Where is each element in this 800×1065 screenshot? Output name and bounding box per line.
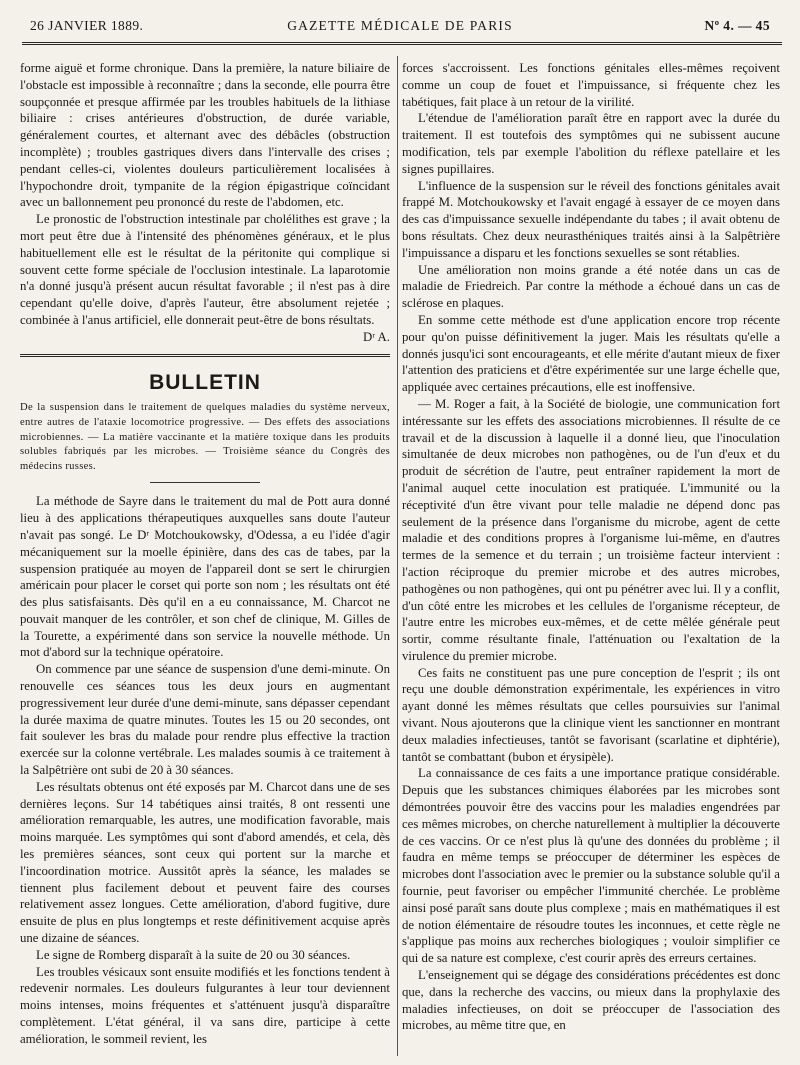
page-header xyxy=(30,14,770,40)
short-rule xyxy=(150,482,260,483)
paragraph: forces s'accroissent. Les fonctions génitales elles-mêmes reçoivent comme un coup de fouet et l'impuissance, si fréquente chez les tabétiques, fait place à un retour de la virilité. xyxy=(402,61,780,109)
paragraph: L'étendue de l'amélioration paraît être en rapport avec la durée du traitement. Il est toutefois des symptômes qui ne subissent aucune modification, tels par exemple l'abolition du réflexe patellaire et les signes pupillaires. xyxy=(402,111,780,176)
right-column xyxy=(402,60,780,1055)
paragraph: — M. Roger a fait, à la Société de biologie, une communication fort intéressante sur les effets des associations microbiennes. Il résulte de ce travail et de la discussion à laquelle il a donné lieu, que l'inoculation simultanée de deux microbes non pathogènes, ou de l'un d'eux et du produit de sécrétion de l'autre, peut entraîner rapidement la mort de l'animal auquel cette inoculation est pratiquée. L'immunité ou la réceptivité d'un être vivant pour telle maladie ne dépend donc pas seulement de la présence dans l'organisme du microbe, agent de cette maladie et des conditions propres à l'organisme lui-même, en d'autres termes de la semence et du terrain ; un troisième facteur intervient : l'action réciproque du premier microbe et des autres microbes, pathogènes ou non pathogènes, qui ont pu pénétrer avec lui. Il y a conflit, d'un côté entre les microbes et les cellules de l'organisme récepteur, de l'autre entre les microbes eux-mêmes, et de cette mêlée générale peut sortir, comme résultante finale, l'atténuation ou l'exaltation de la virulence du premier microbe. xyxy=(402,396,780,663)
column-divider xyxy=(397,56,398,1056)
header-issue-number: Nº 4. — 45 xyxy=(704,18,770,33)
header-title: GAZETTE MÉDICALE DE PARIS xyxy=(287,18,513,33)
paragraph: En somme cette méthode est d'une application encore trop récente pour qu'on puisse définitivement la juger. Mais les résultats qu'elle a donnés jusqu'ici sont encourageants, et elle mérite d'autant mieux de fixer l'attention des praticiens et d'être expérimentée sur une large échelle que, appliquée avec certaines précautions, elle est inoffensive. xyxy=(402,312,780,395)
section-heading: BULLETIN xyxy=(149,370,261,394)
paragraph: La méthode de Sayre dans le traitement du mal de Pott aura donné lieu à des applications thérapeutiques auxquelles sans doute l'auteur n'avait pas songé. Le Dʳ Motchoukowsky, d'Odessa, a eu l'idée d'agir mécaniquement sur la moelle épinière, dans des cas de tabes, par la suspension pratiquée au moyen de l'appareil dont se sert le chirurgien américain pour placer le corset qui porte son nom ; les résultats ont été des plus satisfaisants. Dès qu'il en a eu connaissance, M. Charcot ne pouvait manquer de les contrôler, et son chef de clinique, M. Gilles de la Tourette, a expérimenté dans son service la nouvelle méthode. Un mot d'abord sur la technique opératoire. xyxy=(20,494,390,660)
paragraph: Le signe de Romberg disparaît à la suite de 20 ou 30 séances. xyxy=(36,947,351,962)
summary-text: De la suspension dans le traitement de quelques maladies du système nerveux, entre autres de l'ataxie locomotrice progressive. — Des effets des associations microbiennes. — La matière vaccinante et la matière toxique dans les produits solubles fabriqués par les microbes. — Troisième séance du Congrès des médecins russes. xyxy=(20,402,390,472)
paragraph: Le pronostic de l'obstruction intestinale par cholélithes est grave ; la mort peut être due à l'intensité des phénomènes généraux, et le plus habituellement elle est le résultat de la péritonite qui complique si souvent cette forme spéciale de l'occlusion intestinale. La laparotomie n'a donné jusqu'à présent aucun résultat favorable ; il n'est pas à dire cependant qu'elle doive, d'après l'auteur, être absolument rejetée ; combinée à l'anus artificiel, elle donnerait peut-être de bons résultats. xyxy=(20,212,390,327)
header-date: 26 JANVIER 1889. xyxy=(30,18,144,33)
paragraph: Une amélioration non moins grande a été notée dans un cas de maladie de Friedreich. Par contre la méthode a échoué dans un cas de sclérose en plaques. xyxy=(402,262,780,311)
header-rule xyxy=(22,42,782,45)
paragraph: forme aiguë et forme chronique. Dans la première, la nature biliaire de l'obstacle est impossible à reconnaître ; dans la seconde, elle pourra être soupçonnée et presque affirmée par les troubles habituels de la lithiase biliaire : crises antérieures d'obstruction, de durée variable, généralement courtes, et alternant avec des débâcles (obstruction incomplète) ; troubles gastriques divers dans l'intervalle des crises ; pendant celles-ci, violentes douleurs particulièrement localisées à l'hypochondre droit, tympanite de la région épigastrique coïncidant avec un ballonnement peu prononcé du reste de l'abdomen, etc. xyxy=(20,61,390,210)
author-signature: Dʳ A. xyxy=(363,329,390,344)
section-summary xyxy=(20,401,390,474)
section-separator xyxy=(20,354,390,357)
paragraph: On commence par une séance de suspension d'une demi-minute. On renouvelle ces séances tous les deux jours en augmentant progressivement leur durée d'une demi-minute, sans dépasser cependant la durée maxima de quatre minutes. Toutes les 15 ou 20 secondes, ont fait soulever les bras du malade pour rendre plus effective la traction exercée sur la colonne vertébrale. Les malades soumis à ce traitement à la Salpêtrière ont subi de 20 à 30 séances. xyxy=(20,662,390,778)
paragraph: Ces faits ne constituent pas une pure conception de l'esprit ; ils ont reçu une double démonstration expérimentale, les expériences in vitro ayant donné les mêmes résultats que celles poursuivies sur l'animal vivant. Nous ajouterons que la clinique vient les sanctionner en montrant deux maladies infectieuses, tantôt se favorisant (scarlatine et diphtérie), tantôt se combattant (bubon et érysipèle). xyxy=(402,665,780,764)
paragraph: L'enseignement qui se dégage des considérations précédentes est donc que, dans la recherche des vaccins, ou mieux dans la prophylaxie des maladies infectieuses, on doit se préoccuper de l'association des microbes, au même titre que, en xyxy=(402,968,780,1033)
left-column xyxy=(20,60,390,1055)
paragraph: La connaissance de ces faits a une importance pratique considérable. Depuis que les substances chimiques élaborées par les microbes sont démontrées pouvoir être des vaccins pour les maladies engendrées par ces mêmes microbes, on cherche naturellement à multiplier la découverte de ces vaccins. Or ce n'est plus là qu'une des données du problème ; il faudra en même temps se préoccuper de déterminer les espèces de microbes dont l'association avec le premier ou la substance soluble qu'il a fournie, peut favoriser ou empêcher l'immunité cherchée. Le problème ainsi posé paraît sans doute plus complexe ; mais en mathématiques il est de notion élémentaire de résoudre toutes les inconnues, et cette règle ne s'applique pas moins aux recherches biologiques ; vouloir simplifier ce qui de sa nature est complexe, c'est courir après des erreurs certaines. xyxy=(402,766,780,966)
paragraph: L'influence de la suspension sur le réveil des fonctions génitales avait frappé M. Motchoukowsky et l'avait engagé à essayer de ce moyen dans des cas d'impuissance sexuelle indépendante du tabes ; il avait obtenu de bons résultats. Chez deux neurasthéniques traités ainsi à la Salpêtrière l'impuissance a disparu et les fonctions sexuelles se sont rétablies. xyxy=(402,178,780,260)
paragraph: Les résultats obtenus ont été exposés par M. Charcot dans une de ses dernières leçons. Sur 14 tabétiques ainsi traités, 8 ont ressenti une amélioration remarquable, les autres, une modification favorable, mais moins marquée. Les symptômes qui sont d'abord amendés, et cela, dès les premières séances, sont ceux qui portent sur la marche et l'incoordination motrice. Aussitôt après la séance, les malades se tiennent plus facilement debout et peuvent faire des courses relativement assez longues. Cette amélioration, d'abord fugitive, dure ensuite de plus en plus longtemps et reste définitivement acquise après une dizaine de séances. xyxy=(20,779,390,946)
paragraph: Les troubles vésicaux sont ensuite modifiés et les fonctions tendent à redevenir normales. Les douleurs fulgurantes à leur tour deviennent moins intenses, moins fréquentes et s'atténuent jusqu'à disparaître complètement. L'état général, il va sans dire, participe à cette amélioration, le sommeil revient, les xyxy=(20,964,390,1046)
